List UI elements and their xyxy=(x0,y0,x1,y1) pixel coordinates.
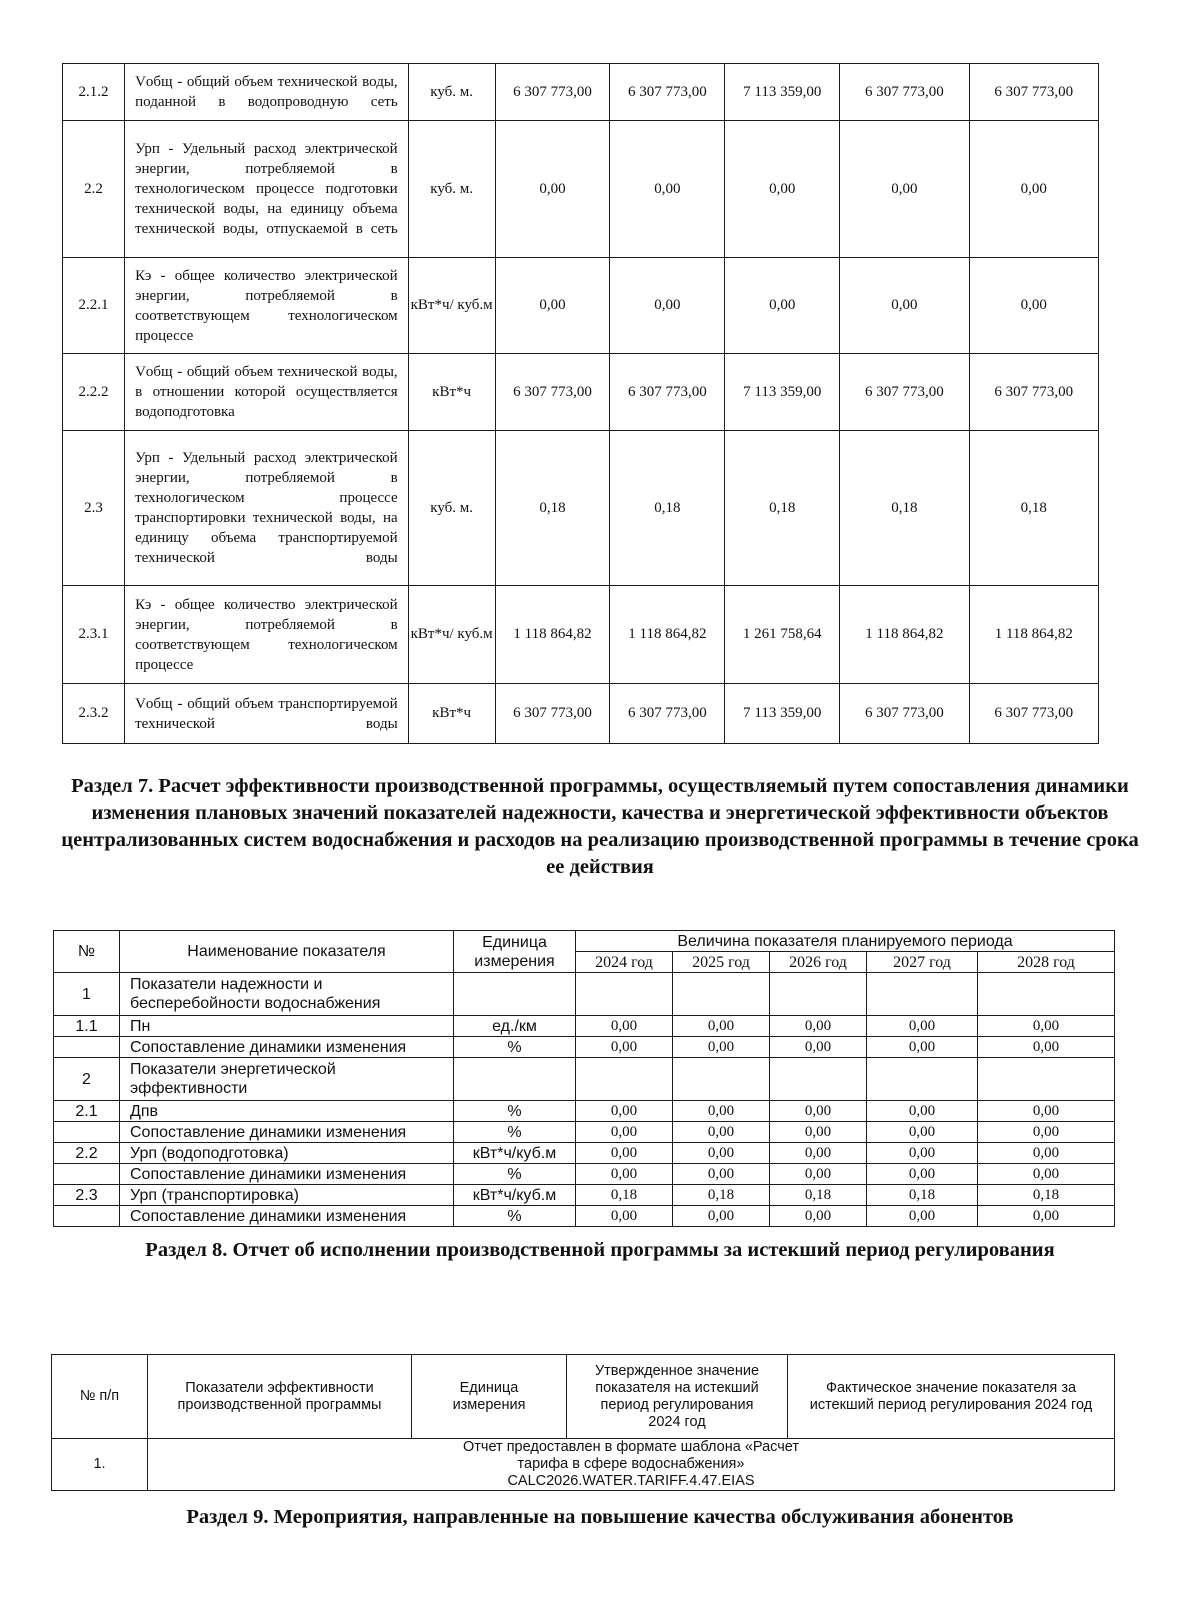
row-value: 0,18 xyxy=(495,431,610,586)
row-value: 0,18 xyxy=(969,431,1098,586)
row-value: 6 307 773,00 xyxy=(495,354,610,431)
row-name: Сопоставление динамики изменения xyxy=(120,1164,454,1185)
row-unit: % xyxy=(454,1101,576,1122)
row-unit: % xyxy=(454,1037,576,1058)
row-value xyxy=(770,1058,867,1101)
row-value: 0,00 xyxy=(867,1206,978,1227)
row-number: 2 xyxy=(54,1058,120,1101)
row-value: 6 307 773,00 xyxy=(840,64,969,121)
row-number: 2.1 xyxy=(54,1101,120,1122)
row-value: 0,00 xyxy=(867,1122,978,1143)
row-name: Урп (транспортировка) xyxy=(120,1185,454,1206)
group-row xyxy=(54,1058,1115,1101)
row-name: Пн xyxy=(120,1016,454,1037)
section8-title: Раздел 8. Отчет об исполнении производственной программы за истекший период регулирования xyxy=(145,1239,1055,1261)
row-value: 0,00 xyxy=(576,1101,673,1122)
row-value: 0,00 xyxy=(725,258,840,354)
row-number: 2.2.1 xyxy=(63,258,125,354)
row-value: 0,00 xyxy=(673,1037,770,1058)
row-unit: кВт*ч/куб.м xyxy=(454,1185,576,1206)
table-row xyxy=(54,1206,1115,1227)
row-name: Показатели энергетической эффективности xyxy=(120,1058,454,1101)
row-unit: куб. м. xyxy=(408,121,495,258)
header-num: № п/п xyxy=(52,1355,148,1439)
row-number xyxy=(54,1164,120,1185)
row-value: 6 307 773,00 xyxy=(610,64,725,121)
row-description: Кэ - общее количество электрической энергии, потребляемой в соответствующем технологическом процессе xyxy=(125,258,409,354)
row-value: 0,00 xyxy=(673,1122,770,1143)
table-row xyxy=(54,1185,1115,1206)
row-number xyxy=(54,1122,120,1143)
row-value: 0,00 xyxy=(978,1143,1115,1164)
row-number: 2.2 xyxy=(54,1143,120,1164)
row-value xyxy=(978,973,1115,1016)
row-value: 6 307 773,00 xyxy=(495,64,610,121)
row-value: 0,00 xyxy=(673,1101,770,1122)
row-value xyxy=(576,1058,673,1101)
row-unit: % xyxy=(454,1206,576,1227)
row-value: 0,18 xyxy=(867,1185,978,1206)
row-value: 0,00 xyxy=(867,1143,978,1164)
row-value: 0,00 xyxy=(576,1206,673,1227)
header-indicators: Показатели эффективности производственной программы xyxy=(148,1355,412,1439)
row-number xyxy=(54,1206,120,1227)
row-value: 6 307 773,00 xyxy=(840,684,969,744)
row-value: 0,00 xyxy=(840,258,969,354)
row-unit: кВт*ч/куб.м xyxy=(454,1143,576,1164)
row-value: 0,00 xyxy=(867,1101,978,1122)
table-row xyxy=(63,64,1099,121)
row-description: Vобщ - общий объем транспортируемой технической воды xyxy=(125,684,409,744)
table-row xyxy=(63,684,1099,744)
header-name: Наименование показателя xyxy=(120,931,454,973)
row-value: 0,00 xyxy=(978,1101,1115,1122)
row-value: 6 307 773,00 xyxy=(969,64,1098,121)
row-text: Отчет предоставлен в формате шаблона «Расчет тарифа в сфере водоснабжения» CALC2026.WATER.TARIFF.4.47.EIAS xyxy=(148,1439,1115,1491)
row-value xyxy=(673,973,770,1016)
row-value: 0,00 xyxy=(610,258,725,354)
row-description: Урп - Удельный расход электрической энергии, потребляемой в технологическом процессе транспортировки технической воды, на единицу объема транспортируемой технической воды xyxy=(125,431,409,586)
row-number: 2.1.2 xyxy=(63,64,125,121)
row-value: 0,00 xyxy=(867,1016,978,1037)
row-value: 0,00 xyxy=(495,258,610,354)
row-value: 6 307 773,00 xyxy=(840,354,969,431)
row-value: 0,00 xyxy=(770,1101,867,1122)
row-value: 0,00 xyxy=(576,1164,673,1185)
row-value: 0,00 xyxy=(969,121,1098,258)
row-value xyxy=(770,973,867,1016)
row-value: 0,00 xyxy=(840,121,969,258)
header-num: № xyxy=(54,931,120,973)
row-value: 0,18 xyxy=(725,431,840,586)
table-row xyxy=(54,1101,1115,1122)
row-number: 1.1 xyxy=(54,1016,120,1037)
row-value xyxy=(867,1058,978,1101)
row-value: 0,00 xyxy=(978,1037,1115,1058)
row-num: 1. xyxy=(52,1439,148,1491)
row-unit xyxy=(454,1058,576,1101)
row-unit: кВт*ч xyxy=(408,684,495,744)
table-row xyxy=(63,354,1099,431)
row-value: 0,00 xyxy=(673,1206,770,1227)
row-value: 6 307 773,00 xyxy=(610,354,725,431)
row-name: Урп (водоподготовка) xyxy=(120,1143,454,1164)
row-value: 0,18 xyxy=(840,431,969,586)
row-value: 0,00 xyxy=(610,121,725,258)
row-value: 0,00 xyxy=(576,1037,673,1058)
row-value: 0,00 xyxy=(969,258,1098,354)
row-unit: % xyxy=(454,1122,576,1143)
table-row xyxy=(63,258,1099,354)
row-unit: кВт*ч/ куб.м xyxy=(408,258,495,354)
row-value: 0,00 xyxy=(978,1016,1115,1037)
row-value: 7 113 359,00 xyxy=(725,354,840,431)
row-value: 1 118 864,82 xyxy=(610,586,725,684)
row-value: 0,00 xyxy=(576,1143,673,1164)
row-value xyxy=(978,1058,1115,1101)
row-unit: % xyxy=(454,1164,576,1185)
row-value xyxy=(576,973,673,1016)
row-name: Сопоставление динамики изменения xyxy=(120,1037,454,1058)
row-value: 0,00 xyxy=(576,1016,673,1037)
row-number: 2.3 xyxy=(54,1185,120,1206)
row-value: 6 307 773,00 xyxy=(969,684,1098,744)
row-description: Vобщ - общий объем технической воды, поданной в водопроводную сеть xyxy=(125,64,409,121)
row-unit: кВт*ч/ куб.м xyxy=(408,586,495,684)
row-value: 0,00 xyxy=(673,1164,770,1185)
header-actual: Фактическое значение показателя за истекший период регулирования 2024 год xyxy=(788,1355,1115,1439)
row-description: Кэ - общее количество электрической энергии, потребляемой в соответствующем технологическом процессе xyxy=(125,586,409,684)
row-value: 0,18 xyxy=(770,1185,867,1206)
section7-title: Раздел 7. Расчет эффективности производственной программы, осуществляемый путем сопоставления динамики изменения плановых значений показателей надежности, качества и энергетической эффективности объектов централизованных систем водоснабжения и расходов на реализацию производственной программы в течение срока ее действия xyxy=(61,775,1139,878)
row-value: 0,00 xyxy=(673,1143,770,1164)
row-value: 0,00 xyxy=(725,121,840,258)
efficiency-table xyxy=(53,930,1115,1227)
row-value: 0,00 xyxy=(576,1122,673,1143)
row-value: 0,00 xyxy=(770,1016,867,1037)
row-value: 6 307 773,00 xyxy=(969,354,1098,431)
header-year: 2025 год xyxy=(673,952,770,973)
row-number: 2.2.2 xyxy=(63,354,125,431)
row-value: 0,00 xyxy=(867,1164,978,1185)
header-period: Величина показателя планируемого периода xyxy=(576,931,1115,952)
row-name: Показатели надежности и бесперебойности водоснабжения xyxy=(120,973,454,1016)
row-value xyxy=(673,1058,770,1101)
row-value: 0,00 xyxy=(978,1164,1115,1185)
header-year: 2024 год xyxy=(576,952,673,973)
row-value xyxy=(867,973,978,1016)
row-name: Дпв xyxy=(120,1101,454,1122)
row-value: 0,00 xyxy=(978,1206,1115,1227)
row-description: Vобщ - общий объем технической воды, в отношении которой осуществляется водоподготовка xyxy=(125,354,409,431)
row-name: Сопоставление динамики изменения xyxy=(120,1206,454,1227)
row-number: 2.3.2 xyxy=(63,684,125,744)
row-value: 6 307 773,00 xyxy=(610,684,725,744)
table-row xyxy=(63,121,1099,258)
row-value: 6 307 773,00 xyxy=(495,684,610,744)
row-number: 2.3 xyxy=(63,431,125,586)
row-value: 7 113 359,00 xyxy=(725,684,840,744)
row-unit: куб. м. xyxy=(408,64,495,121)
header-approved: Утвержденное значение показателя на истекший период регулирования 2024 год xyxy=(567,1355,788,1439)
energy-indicators-table xyxy=(62,63,1099,744)
row-value: 0,18 xyxy=(978,1185,1115,1206)
row-value: 7 113 359,00 xyxy=(725,64,840,121)
header-unit: Единица измерения xyxy=(412,1355,567,1439)
header-year: 2027 год xyxy=(867,952,978,973)
row-description: Урп - Удельный расход электрической энергии, потребляемой в технологическом процессе подготовки технической воды, на единицу объема технической воды, отпускаемой в сеть xyxy=(125,121,409,258)
row-value: 0,00 xyxy=(673,1016,770,1037)
header-year: 2026 год xyxy=(770,952,867,973)
row-value: 1 118 864,82 xyxy=(969,586,1098,684)
group-row xyxy=(54,973,1115,1016)
row-value: 0,18 xyxy=(673,1185,770,1206)
table-row xyxy=(54,1164,1115,1185)
row-number: 1 xyxy=(54,973,120,1016)
row-unit: ед./км xyxy=(454,1016,576,1037)
row-value: 0,00 xyxy=(770,1122,867,1143)
row-unit: куб. м. xyxy=(408,431,495,586)
table-row xyxy=(54,1016,1115,1037)
row-value: 0,00 xyxy=(770,1206,867,1227)
row-value: 0,00 xyxy=(770,1037,867,1058)
table-row xyxy=(54,1143,1115,1164)
header-year: 2028 год xyxy=(978,952,1115,973)
row-value: 1 118 864,82 xyxy=(840,586,969,684)
row-number: 2.3.1 xyxy=(63,586,125,684)
row-value: 0,00 xyxy=(867,1037,978,1058)
row-value: 0,00 xyxy=(495,121,610,258)
header-unit: Единица измерения xyxy=(454,931,576,973)
row-number xyxy=(54,1037,120,1058)
table-row xyxy=(63,431,1099,586)
section9-title: Раздел 9. Мероприятия, направленные на повышение качества обслуживания абонентов xyxy=(186,1506,1014,1528)
row-value: 0,00 xyxy=(770,1164,867,1185)
row-value: 1 118 864,82 xyxy=(495,586,610,684)
row-value: 0,00 xyxy=(770,1143,867,1164)
row-unit xyxy=(454,973,576,1016)
row-name: Сопоставление динамики изменения xyxy=(120,1122,454,1143)
row-value: 0,00 xyxy=(978,1122,1115,1143)
row-value: 1 261 758,64 xyxy=(725,586,840,684)
row-value: 0,18 xyxy=(576,1185,673,1206)
table-row xyxy=(54,1037,1115,1058)
row-value: 0,18 xyxy=(610,431,725,586)
row-unit: кВт*ч xyxy=(408,354,495,431)
table-row xyxy=(54,1122,1115,1143)
row-number: 2.2 xyxy=(63,121,125,258)
table-row xyxy=(63,586,1099,684)
report-table xyxy=(51,1354,1115,1491)
